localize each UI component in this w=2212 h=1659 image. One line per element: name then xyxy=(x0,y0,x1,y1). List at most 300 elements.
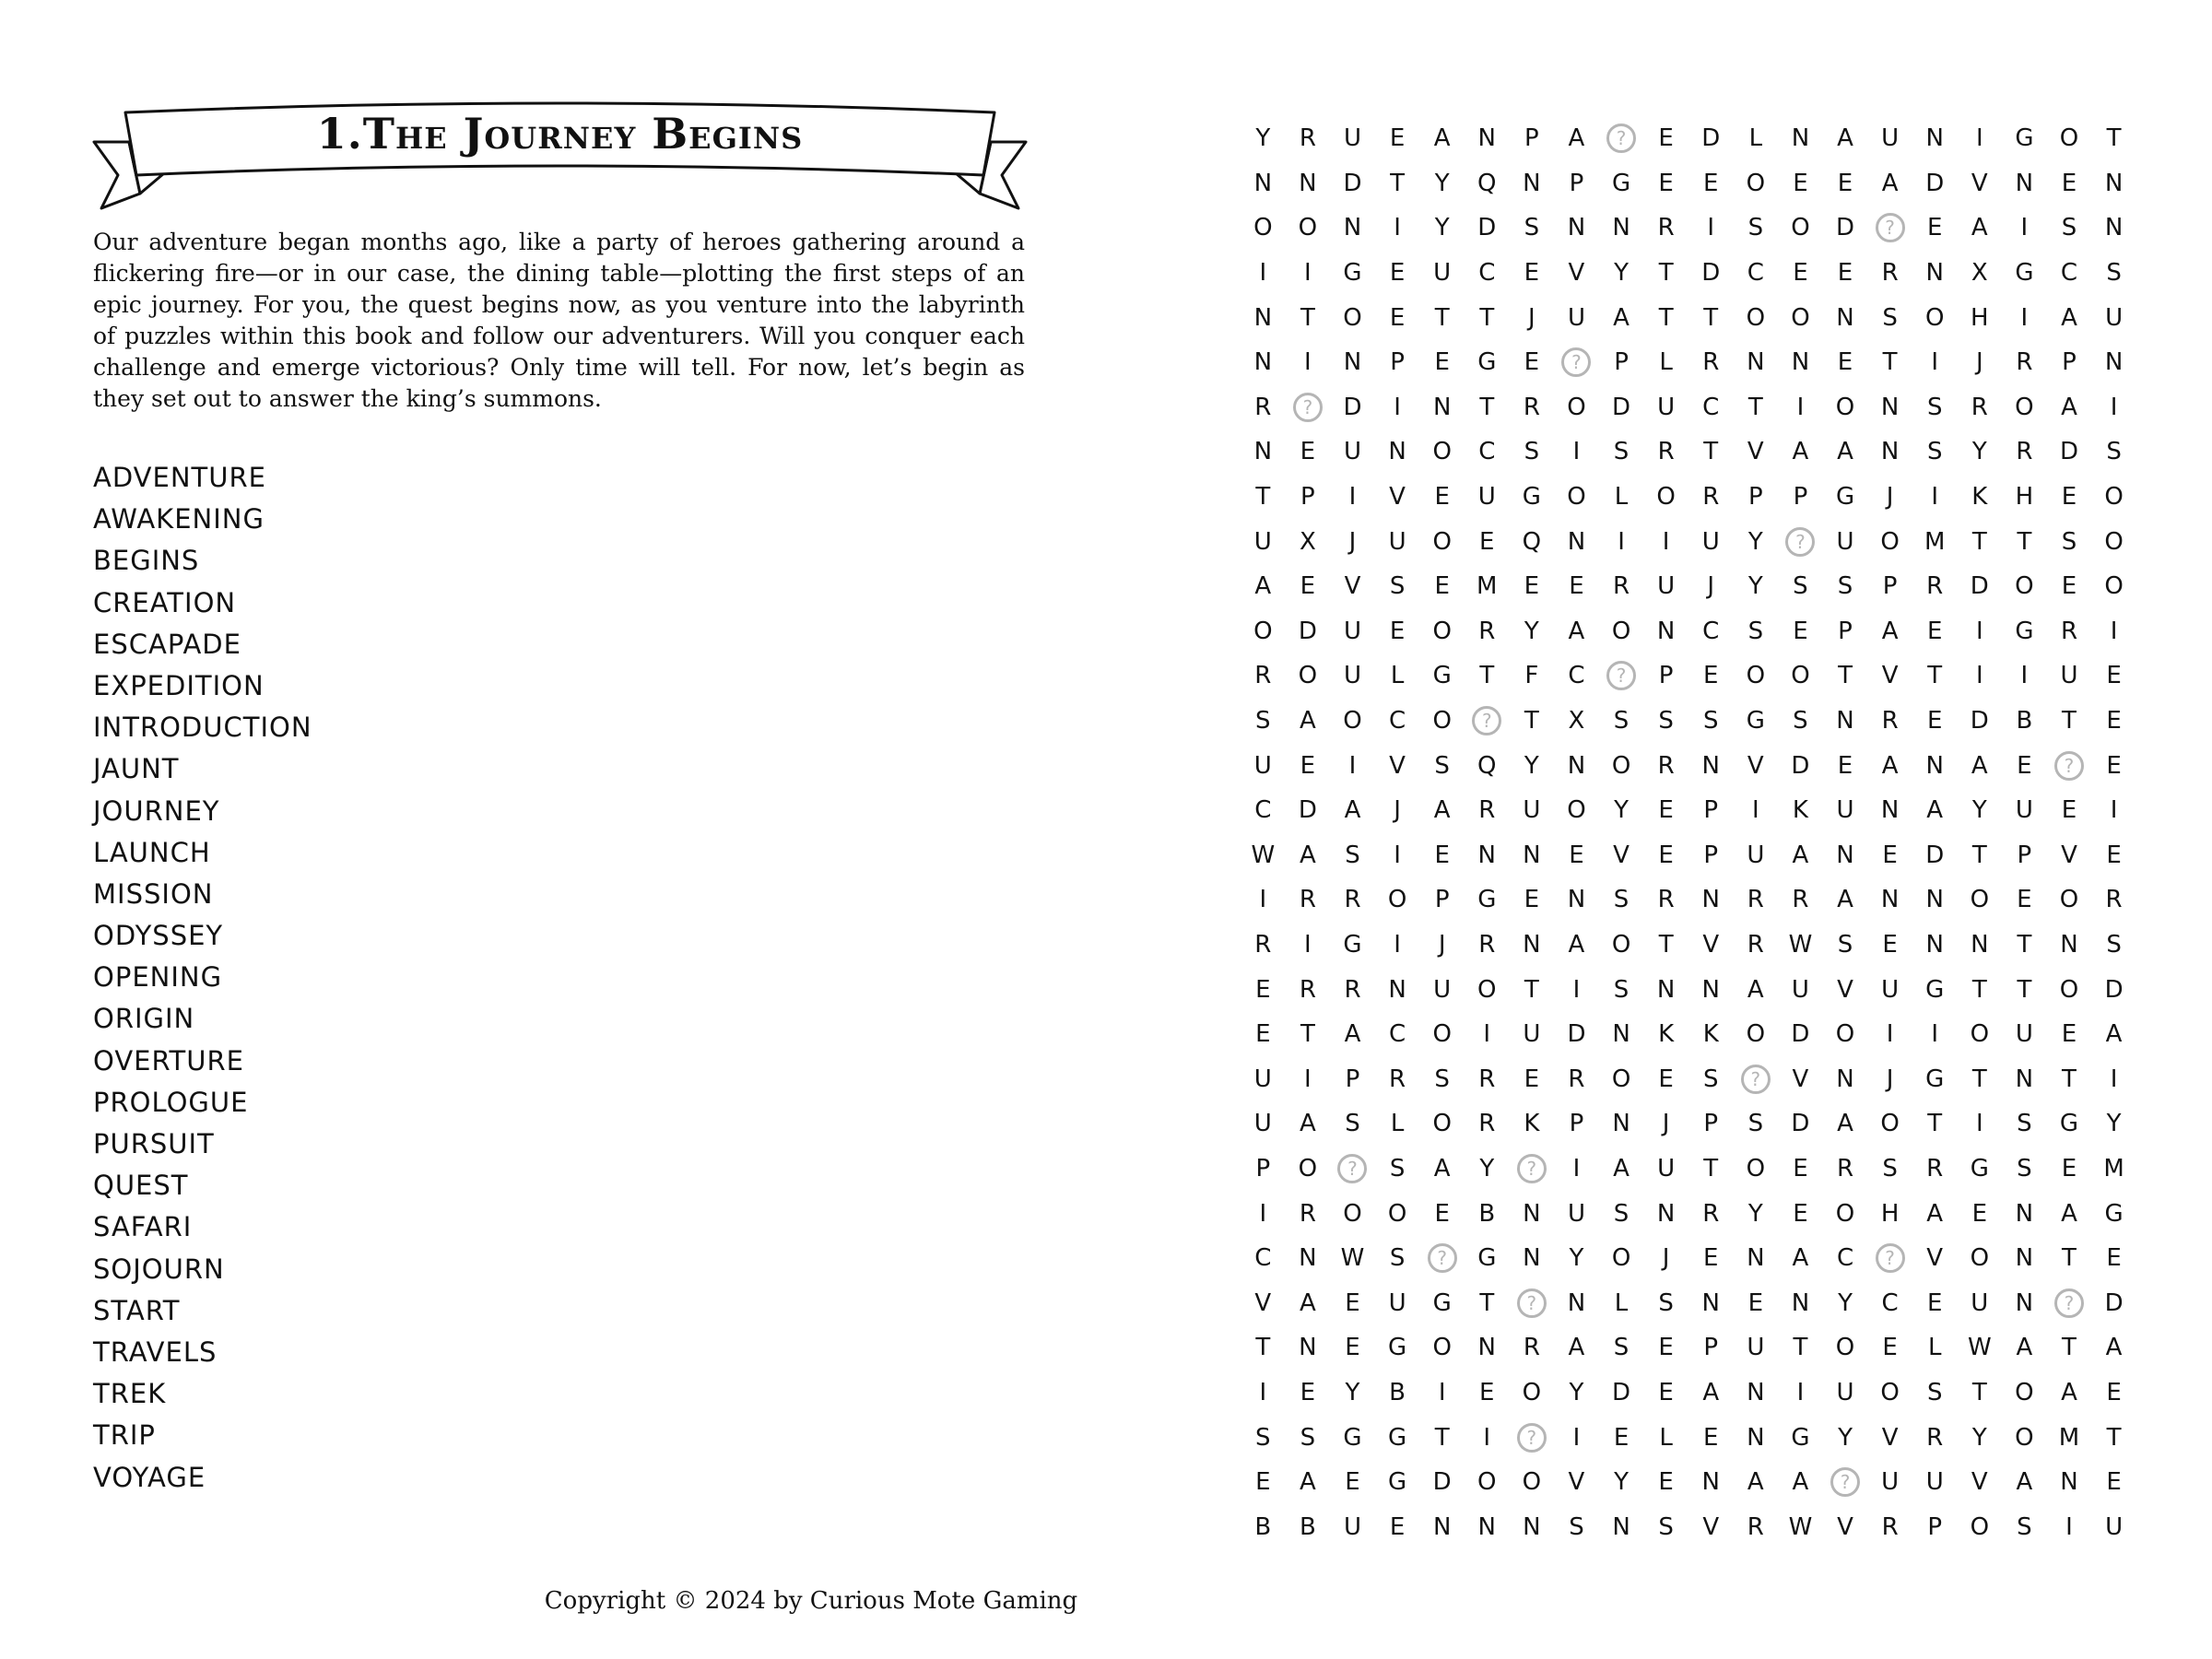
word-list-item: PURSUIT xyxy=(93,1128,215,1159)
grid-cell: E xyxy=(1524,572,1540,601)
grid-cell: C xyxy=(1389,1020,1406,1049)
grid-cell: G xyxy=(1970,1154,1989,1182)
grid-cell: O xyxy=(2015,393,2034,421)
grid-cell: V xyxy=(1926,1244,1944,1273)
grid-cell: A xyxy=(1971,214,1988,242)
grid-cell: E xyxy=(2017,886,2032,914)
grid-cell: O xyxy=(1432,1020,1452,1049)
grid-cell: E xyxy=(2106,1378,2122,1406)
grid-cell: T xyxy=(1971,1065,1987,1093)
grid-cell: G xyxy=(1388,1423,1407,1452)
grid-cell: A xyxy=(1433,796,1451,825)
grid-cell: D xyxy=(1298,617,1317,645)
grid-cell: Y xyxy=(1838,1423,1853,1452)
grid-cell: G xyxy=(2015,259,2034,288)
grid-cell: B xyxy=(1299,1512,1316,1541)
grid-cell: N xyxy=(1656,617,1676,645)
grid-cell: E xyxy=(1479,1378,1495,1406)
grid-cell: S xyxy=(1926,393,1943,421)
grid-cell: N xyxy=(1253,438,1273,466)
grid-cell: E xyxy=(1882,1334,1898,1362)
grid-cell: A xyxy=(1433,1154,1451,1182)
grid-cell: R xyxy=(1299,124,1316,153)
word-list-item: OPENING xyxy=(93,961,223,994)
grid-cell: T xyxy=(2062,707,2077,735)
grid-cell: R xyxy=(1344,975,1361,1004)
hidden-letter-icon xyxy=(1510,1415,1555,1460)
hidden-letter-icon xyxy=(1286,385,1331,430)
grid-row xyxy=(1241,385,2136,430)
grid-cell: L xyxy=(1614,483,1629,512)
grid-row xyxy=(1241,295,2136,340)
grid-cell: N xyxy=(1836,1065,1854,1093)
grid-cell: R xyxy=(1881,707,1899,735)
word-list-item: SOJOURN xyxy=(93,1253,225,1285)
grid-cell: U xyxy=(1836,527,1854,556)
grid-cell: N xyxy=(1253,303,1273,332)
grid-cell: A xyxy=(1299,1110,1316,1138)
grid-cell: P xyxy=(1569,169,1584,197)
grid-cell: G xyxy=(1388,1334,1407,1362)
grid-cell: S xyxy=(1882,303,1898,332)
grid-cell: R xyxy=(1657,438,1675,466)
grid-cell: P xyxy=(1300,483,1315,512)
grid-cell: W xyxy=(1788,930,1813,959)
grid-cell: Y xyxy=(2106,1110,2122,1138)
grid-cell: T xyxy=(2017,930,2032,959)
grid-cell: O xyxy=(1477,975,1497,1004)
grid-cell: C xyxy=(1478,259,1496,288)
grid-cell: U xyxy=(1836,1378,1854,1406)
grid-cell: N xyxy=(1523,169,1541,197)
grid-cell: T xyxy=(1658,303,1674,332)
grid-cell: A xyxy=(2016,1468,2033,1497)
grid-cell: U xyxy=(1971,1288,1989,1317)
grid-cell: I xyxy=(1618,527,1625,556)
grid-cell: O xyxy=(1970,886,1990,914)
letter-grid xyxy=(1241,116,2136,1549)
grid-cell: Q xyxy=(1522,527,1542,556)
grid-cell: G xyxy=(1343,259,1362,288)
grid-cell: C xyxy=(1389,707,1406,735)
grid-cell: E xyxy=(1389,617,1406,645)
grid-cell: N xyxy=(1299,1334,1317,1362)
puzzle-title: 1.The Journey Begins xyxy=(316,109,804,159)
grid-cell: J xyxy=(1394,796,1401,825)
grid-cell: V xyxy=(1747,751,1764,780)
grid-cell: V xyxy=(1389,483,1406,512)
grid-cell: S xyxy=(1658,1512,1674,1541)
grid-cell: A xyxy=(1568,617,1585,645)
grid-cell: A xyxy=(1702,1378,1720,1406)
grid-cell: S xyxy=(2017,1512,2032,1541)
grid-cell: J xyxy=(1886,1065,1894,1093)
grid-cell: A xyxy=(2105,1020,2123,1049)
grid-cell: J xyxy=(1662,1244,1670,1273)
grid-cell: V xyxy=(1747,438,1764,466)
hidden-letter-icon xyxy=(2047,1280,2092,1325)
word-list-item: EXPEDITION xyxy=(93,669,265,701)
grid-cell: O xyxy=(1746,1154,1766,1182)
grid-cell: C xyxy=(1881,1288,1899,1317)
grid-cell: E xyxy=(1658,169,1674,197)
grid-cell: P xyxy=(1658,662,1674,690)
grid-cell: C xyxy=(2060,259,2078,288)
grid-cell: I xyxy=(2020,662,2029,690)
grid-cell: D xyxy=(1791,751,1810,780)
grid-cell: V xyxy=(1881,662,1899,690)
grid-cell: L xyxy=(1390,662,1405,690)
grid-cell: T xyxy=(1971,1378,1987,1406)
grid-cell: N xyxy=(1836,841,1854,869)
grid-row xyxy=(1241,1371,2136,1416)
grid-cell: P xyxy=(1882,572,1898,601)
grid-cell: E xyxy=(2061,1020,2077,1049)
grid-cell: R xyxy=(1478,796,1496,825)
grid-cell: O xyxy=(2104,572,2124,601)
grid-cell: J xyxy=(1348,527,1357,556)
grid-cell: N xyxy=(1523,930,1541,959)
word-list-item: LAUNCH xyxy=(93,836,211,868)
grid-cell: I xyxy=(1394,214,1401,242)
grid-cell: I xyxy=(1304,1065,1312,1093)
grid-cell: O xyxy=(2104,483,2124,512)
grid-cell: S xyxy=(1300,1423,1316,1452)
grid-cell: U xyxy=(1881,124,1900,153)
grid-cell: E xyxy=(2061,796,2077,825)
grid-cell: E xyxy=(1255,1468,1271,1497)
grid-row xyxy=(1241,1504,2136,1549)
grid-cell: W xyxy=(1340,1244,1365,1273)
grid-cell: J xyxy=(1528,303,1535,332)
grid-cell: N xyxy=(1791,348,1810,377)
grid-cell: L xyxy=(1390,1110,1405,1138)
grid-row xyxy=(1241,1191,2136,1236)
grid-cell: Y xyxy=(1434,169,1450,197)
grid-cell: U xyxy=(1657,572,1676,601)
grid-cell: M xyxy=(1924,527,1946,556)
grid-cell: G xyxy=(1432,1288,1452,1317)
grid-cell: N xyxy=(1253,348,1273,377)
grid-cell: L xyxy=(1927,1334,1942,1362)
grid-cell: S xyxy=(1613,1199,1630,1228)
grid-cell: N xyxy=(1925,930,1944,959)
grid-cell: I xyxy=(1259,259,1267,288)
grid-cell: S xyxy=(1613,975,1630,1004)
grid-cell: E xyxy=(2106,707,2122,735)
grid-cell: O xyxy=(1970,1512,1990,1541)
grid-cell: I xyxy=(1975,124,1983,153)
grid-cell: V xyxy=(1837,975,1853,1004)
grid-row xyxy=(1241,788,2136,833)
grid-cell: J xyxy=(1707,572,1715,601)
grid-cell: N xyxy=(2060,930,2078,959)
grid-cell: U xyxy=(2105,303,2124,332)
grid-cell: T xyxy=(1703,1154,1719,1182)
grid-cell: P xyxy=(1703,1334,1719,1362)
grid-cell: A xyxy=(1568,124,1585,153)
question-mark-icon: ? xyxy=(1293,393,1323,422)
grid-cell: J xyxy=(1886,483,1894,512)
grid-cell: E xyxy=(1793,1154,1808,1182)
grid-cell: O xyxy=(1432,1110,1452,1138)
grid-cell: U xyxy=(1253,751,1272,780)
grid-cell: D xyxy=(1477,214,1497,242)
grid-cell: E xyxy=(1658,1065,1674,1093)
grid-cell: O xyxy=(1432,1334,1452,1362)
grid-cell: E xyxy=(2106,1468,2122,1497)
grid-cell: G xyxy=(2059,1110,2079,1138)
grid-cell: E xyxy=(1703,1423,1719,1452)
grid-cell: E xyxy=(1389,1512,1406,1541)
grid-cell: P xyxy=(1569,1110,1584,1138)
grid-cell: R xyxy=(1747,930,1764,959)
grid-cell: E xyxy=(1255,1020,1271,1049)
grid-cell: O xyxy=(2015,572,2034,601)
grid-cell: S xyxy=(1569,1512,1584,1541)
grid-cell: O xyxy=(1791,662,1810,690)
word-list-item: START xyxy=(93,1294,181,1326)
grid-cell: E xyxy=(1658,796,1674,825)
grid-cell: C xyxy=(1702,617,1720,645)
grid-cell: E xyxy=(2061,572,2077,601)
grid-cell: O xyxy=(1522,1378,1542,1406)
grid-cell: K xyxy=(1792,796,1808,825)
grid-row xyxy=(1241,340,2136,385)
grid-row xyxy=(1241,1147,2136,1192)
grid-cell: N xyxy=(1747,348,1765,377)
grid-cell: N xyxy=(1880,393,1900,421)
grid-cell: N xyxy=(1432,1512,1452,1541)
grid-cell: Y xyxy=(1838,1288,1853,1317)
grid-cell: T xyxy=(1479,393,1495,421)
grid-cell: P xyxy=(1927,1512,1943,1541)
grid-cell: R xyxy=(1747,886,1764,914)
grid-cell: H xyxy=(1971,303,1989,332)
grid-cell: Y xyxy=(1614,1468,1629,1497)
grid-cell: K xyxy=(1524,1110,1540,1138)
grid-cell: Y xyxy=(1747,572,1763,601)
grid-cell: T xyxy=(1479,303,1495,332)
grid-cell: E xyxy=(1658,1334,1674,1362)
hidden-letter-icon xyxy=(1510,1147,1555,1192)
grid-cell: R xyxy=(1881,1512,1899,1541)
grid-cell: R xyxy=(1299,886,1316,914)
grid-cell: S xyxy=(2106,438,2122,466)
grid-cell: R xyxy=(2016,348,2033,377)
grid-cell: U xyxy=(1253,527,1272,556)
grid-cell: U xyxy=(1747,1334,1765,1362)
grid-cell: G xyxy=(1343,1423,1362,1452)
grid-cell: N xyxy=(1343,348,1362,377)
grid-cell: C xyxy=(1702,393,1720,421)
grid-cell: N xyxy=(1612,1020,1630,1049)
grid-cell: C xyxy=(1478,438,1496,466)
grid-cell: P xyxy=(1524,124,1539,153)
grid-cell: O xyxy=(1343,707,1362,735)
grid-cell: J xyxy=(1662,1110,1670,1138)
grid-cell: A xyxy=(2061,303,2077,332)
grid-cell: V xyxy=(2061,841,2077,869)
grid-cell: U xyxy=(1343,1512,1361,1541)
grid-cell: E xyxy=(1434,572,1450,601)
question-mark-icon: ? xyxy=(1606,124,1636,153)
grid-cell: A xyxy=(1344,796,1361,825)
grid-cell: E xyxy=(1926,214,1943,242)
grid-cell: Y xyxy=(1569,1244,1584,1273)
grid-cell: E xyxy=(1300,1378,1316,1406)
grid-cell: O xyxy=(1253,214,1273,242)
word-list-item: INTRODUCTION xyxy=(93,712,312,744)
grid-cell: O xyxy=(1567,483,1586,512)
grid-cell: E xyxy=(1524,259,1540,288)
grid-cell: U xyxy=(1253,1065,1272,1093)
grid-cell: D xyxy=(1836,214,1855,242)
grid-cell: S xyxy=(1837,930,1853,959)
grid-cell: U xyxy=(1881,1468,1900,1497)
grid-cell: A xyxy=(1568,930,1585,959)
grid-cell: R xyxy=(1657,214,1675,242)
grid-cell: R xyxy=(2060,617,2078,645)
grid-cell: U xyxy=(1433,975,1452,1004)
grid-cell: L xyxy=(1748,124,1763,153)
grid-cell: E xyxy=(1793,259,1808,288)
grid-cell: P xyxy=(1747,483,1763,512)
word-list-item: TRIP xyxy=(93,1419,156,1452)
grid-cell: D xyxy=(1432,1468,1452,1497)
grid-cell: W xyxy=(1967,1334,1992,1362)
grid-row xyxy=(1241,743,2136,788)
grid-cell: X xyxy=(1568,707,1585,735)
grid-cell: D xyxy=(1970,707,1989,735)
grid-cell: V xyxy=(1881,1423,1899,1452)
grid-cell: N xyxy=(2015,1065,2034,1093)
grid-row xyxy=(1241,609,2136,654)
grid-cell: I xyxy=(1304,348,1312,377)
grid-cell: P xyxy=(1390,348,1405,377)
grid-cell: A xyxy=(1747,975,1764,1004)
grid-cell: E xyxy=(2061,483,2077,512)
grid-cell: D xyxy=(1343,169,1362,197)
grid-cell: I xyxy=(1572,438,1581,466)
grid-cell: T xyxy=(2017,975,2032,1004)
grid-cell: O xyxy=(1835,1020,1855,1049)
grid-cell: T xyxy=(1300,1020,1315,1049)
grid-cell: N xyxy=(1971,930,1989,959)
grid-cell: N xyxy=(1299,169,1317,197)
word-list-item: ODYSSEY xyxy=(93,920,224,952)
hidden-letter-icon xyxy=(1599,116,1644,161)
grid-cell: L xyxy=(1659,1423,1673,1452)
grid-cell: N xyxy=(1791,1288,1810,1317)
grid-cell: I xyxy=(1662,527,1670,556)
grid-cell: R xyxy=(1478,1065,1496,1093)
grid-cell: O xyxy=(1387,1199,1407,1228)
grid-cell: W xyxy=(1251,841,1276,869)
grid-cell: O xyxy=(1880,1110,1900,1138)
grid-cell: T xyxy=(1434,1423,1450,1452)
word-list-item: PROLOGUE xyxy=(93,1086,249,1118)
grid-cell: N xyxy=(1477,124,1496,153)
grid-cell: T xyxy=(1747,393,1763,421)
grid-cell: S xyxy=(1613,438,1630,466)
grid-cell: V xyxy=(1702,1512,1720,1541)
grid-cell: R xyxy=(1523,393,1540,421)
grid-cell: S xyxy=(1747,617,1764,645)
grid-cell: A xyxy=(1881,169,1899,197)
grid-cell: I xyxy=(1751,796,1759,825)
grid-cell: I xyxy=(1707,214,1715,242)
grid-cell: U xyxy=(1388,1288,1406,1317)
grid-cell: T xyxy=(1838,662,1853,690)
grid-cell: G xyxy=(2015,617,2034,645)
grid-cell: R xyxy=(1478,1110,1496,1138)
grid-cell: R xyxy=(1254,393,1272,421)
grid-cell: U xyxy=(1881,975,1900,1004)
grid-cell: A xyxy=(1433,124,1451,153)
grid-cell: U xyxy=(2015,796,2033,825)
grid-cell: K xyxy=(1702,1020,1719,1049)
grid-cell: I xyxy=(1483,1423,1491,1452)
grid-cell: T xyxy=(2062,1065,2077,1093)
grid-cell: N xyxy=(1656,975,1676,1004)
grid-row xyxy=(1241,1101,2136,1147)
grid-cell: P xyxy=(2062,348,2077,377)
grid-cell: T xyxy=(1479,1288,1495,1317)
grid-row xyxy=(1241,429,2136,475)
grid-cell: I xyxy=(1975,1110,1983,1138)
intro-paragraph: Our adventure began months ago, like a party of heroes gathering around a flickering fire—or in our case, the dining table—plotting the first steps of an epic journey. For you, the quest begins now, as you venture into the labyrinth of puzzles within this book and follow our adventurers. Will you conquer each challenge and emerge victorious? Only time will tell. For now, let’s begin as they set out to answer the king’s summons. xyxy=(93,229,1025,412)
grid-cell: O xyxy=(1432,707,1452,735)
grid-cell: T xyxy=(1524,975,1539,1004)
grid-cell: T xyxy=(1524,707,1539,735)
grid-cell: N xyxy=(1880,438,1900,466)
grid-cell: A xyxy=(2016,1334,2033,1362)
grid-cell: S xyxy=(1658,707,1674,735)
grid-cell: O xyxy=(1432,438,1452,466)
grid-cell: O xyxy=(1835,1199,1855,1228)
grid-cell: A xyxy=(1568,1334,1585,1362)
grid-cell: Y xyxy=(1255,124,1271,153)
grid-cell: I xyxy=(1394,841,1401,869)
question-mark-icon: ? xyxy=(2054,751,2084,781)
grid-row xyxy=(1241,699,2136,744)
grid-cell: U xyxy=(1657,393,1676,421)
grid-cell: I xyxy=(2065,1512,2073,1541)
grid-cell: T xyxy=(1255,483,1271,512)
grid-cell: O xyxy=(1791,214,1810,242)
grid-cell: I xyxy=(1259,1378,1267,1406)
grid-cell: E xyxy=(1926,1288,1943,1317)
grid-cell: D xyxy=(1791,1110,1810,1138)
grid-cell: E xyxy=(2061,1154,2077,1182)
grid-cell: N xyxy=(2104,214,2124,242)
grid-cell: O xyxy=(1791,303,1810,332)
grid-cell: C xyxy=(1254,796,1272,825)
grid-cell: K xyxy=(1971,483,1988,512)
grid-cell: S xyxy=(1255,1423,1271,1452)
grid-cell: T xyxy=(1971,527,1987,556)
grid-cell: R xyxy=(1299,975,1316,1004)
grid-cell: D xyxy=(1567,1020,1586,1049)
grid-cell: R xyxy=(1792,886,1809,914)
grid-cell: H xyxy=(1880,1199,1900,1228)
grid-cell: V xyxy=(1702,930,1720,959)
hidden-letter-icon xyxy=(1465,699,1510,744)
grid-cell: J xyxy=(1438,930,1446,959)
grid-cell: G xyxy=(2015,124,2034,153)
grid-cell: D xyxy=(1298,796,1317,825)
